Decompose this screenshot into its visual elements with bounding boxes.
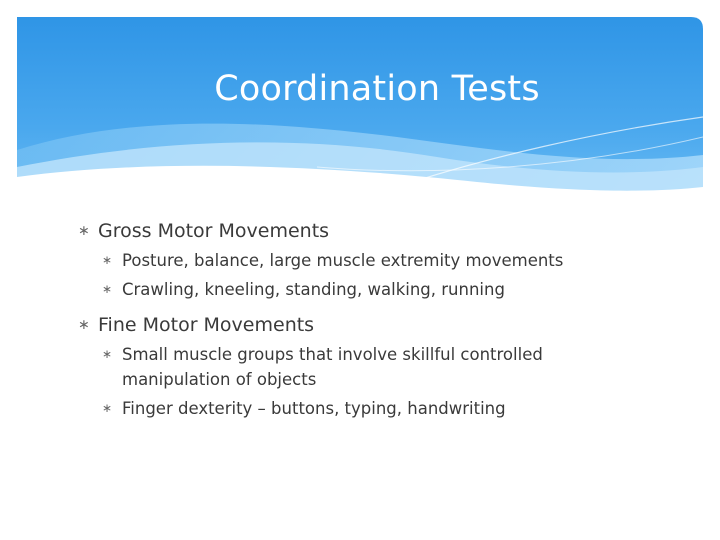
- sub-bullet-text: Crawling, kneeling, standing, walking, running: [122, 280, 505, 299]
- asterisk-bullet-icon: ∗: [78, 317, 90, 333]
- asterisk-bullet-icon: ∗: [102, 347, 113, 361]
- sub-bullet-item: [102, 396, 678, 421]
- sub-bullet-text: Small muscle groups that involve skillful controlled manipulation of objects: [122, 345, 543, 389]
- bullet-item: [78, 218, 678, 244]
- bullet-item: [78, 312, 678, 338]
- bullet-list: [78, 214, 678, 421]
- wave-banner-graphic: [17, 17, 703, 202]
- asterisk-bullet-icon: ∗: [102, 401, 113, 415]
- bullet-text: Fine Motor Movements: [98, 314, 315, 336]
- slide-title: Coordination Tests: [214, 69, 540, 109]
- sub-bullet-text: Posture, balance, large muscle extremity movements: [122, 251, 564, 270]
- sub-bullet-item: [102, 248, 678, 273]
- asterisk-bullet-icon: ∗: [102, 282, 113, 296]
- sub-bullet-item: [102, 342, 678, 392]
- bullet-text: Gross Motor Movements: [98, 220, 330, 242]
- title-banner: [17, 17, 703, 202]
- sub-bullet-item: [102, 277, 678, 302]
- asterisk-bullet-icon: ∗: [102, 253, 113, 267]
- asterisk-bullet-icon: ∗: [78, 223, 90, 239]
- sub-bullet-text: Finger dexterity – buttons, typing, handwriting: [122, 399, 506, 418]
